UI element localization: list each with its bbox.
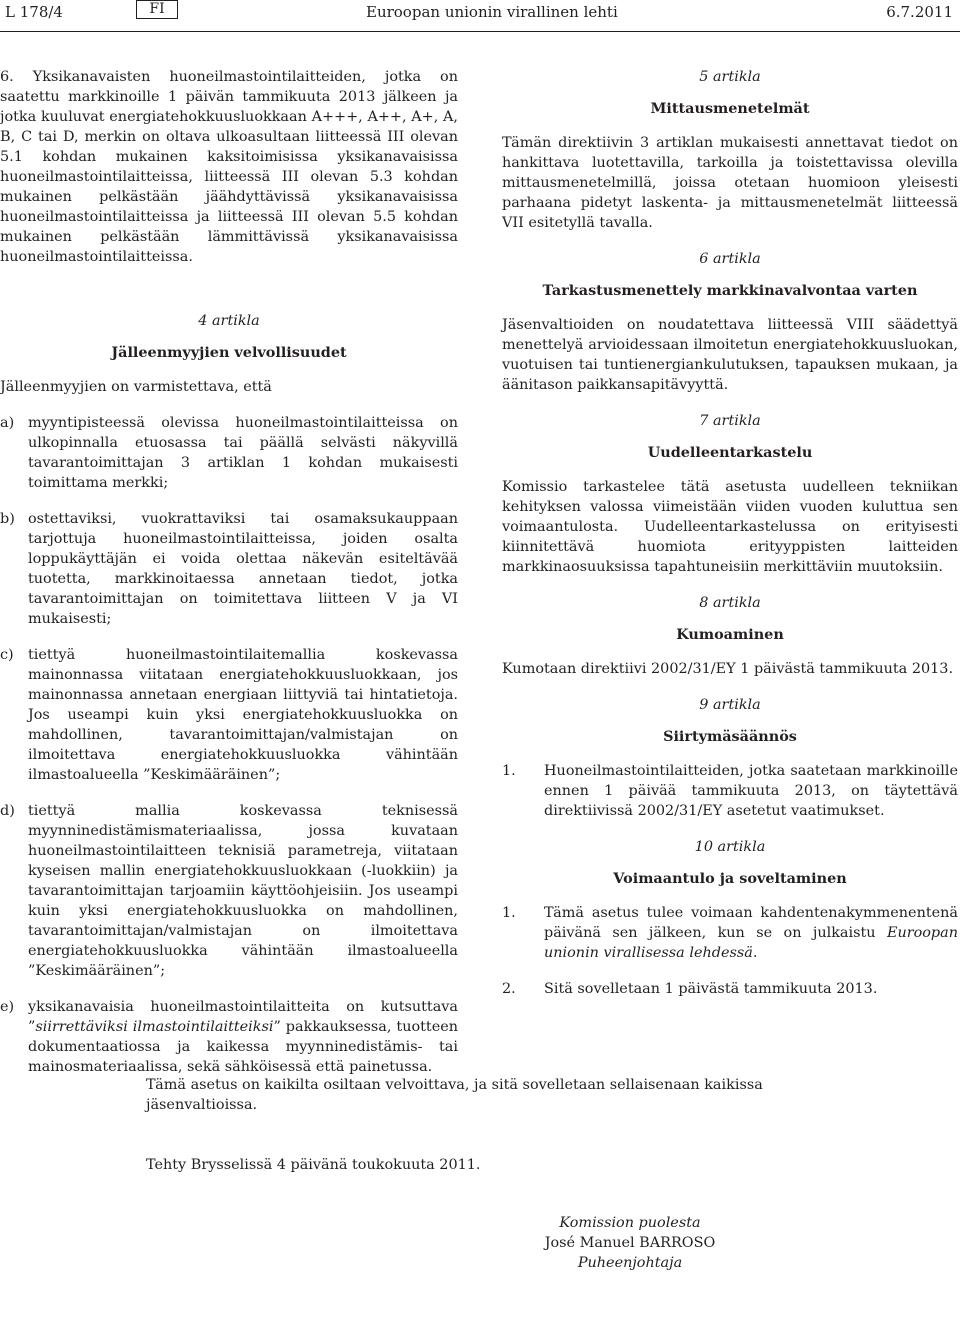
item-text: myyntipisteessä olevissa huoneilmastointilaitteissa on ulkopinnalla etuosassa tai päällä selvästi näkyvillä tavarantoimittajan 3 artiklan 1 kohdan mukaisesti toimittama merkki; <box>28 415 458 491</box>
item-label: a) <box>0 415 15 431</box>
paragraph-text-end: . <box>752 945 758 961</box>
article-10-paragraph-2 <box>502 979 958 999</box>
item-text: ostettaviksi, vuokrattaviksi tai osamaksukauppaan tarjottuja huoneilmastointilaitteissa, joiden osalta loppukäyttäjän ei voida olettaa näkevän esiteltävää tuotetta, markkinoitaessa annetaan tiedot, jotka tavarantoimittajan on toimitettava liitteen V ja VI mukaisesti; <box>28 511 458 627</box>
for-commission: Komission puolesta <box>559 1215 701 1231</box>
article-9-paragraph-1 <box>502 761 958 821</box>
article-5-number: 5 artikla <box>699 69 761 85</box>
list-item-d <box>0 801 458 981</box>
language-badge: FI <box>136 0 178 19</box>
article-10-title: Voimaantulo ja soveltaminen <box>613 870 847 887</box>
item-text: tiettyä huoneilmastointilaitemallia koskevassa mainonnassa viitataan energiatehokkuusluokkaan, jos mainonnassa annetaan energiaan liittyviä tai hintatietoja. Jos useampi kuin yksi energiatehokkuusluokka on mahdollinen, tavarantoimittajan/valmistajan on ilmoitettava energiatehokkuusluokka vähintään ilmastoalueella ”Keskimääräinen”; <box>28 647 458 783</box>
item-label: e) <box>0 999 15 1015</box>
header-divider <box>0 31 960 32</box>
article-10-paragraph-1 <box>502 903 958 963</box>
item-label: c) <box>0 647 14 663</box>
article-5-text: Tämän direktiivin 3 artiklan mukaisesti annettavat tiedot on hankittava luotettavilla, tarkoilla ja toistettavissa olevilla mittausmenetelmillä, joissa otetaan huomioon yleisesti parhaana pidetyt laskenta- ja mittausmenetelmät liitteessä VII esitetyllä tavalla. <box>502 135 958 231</box>
article-5-title: Mittausmenetelmät <box>650 100 810 117</box>
item-text-end: ” pakkauksessa, tuotteen dokumentaatiossa ja kaikessa myynninedistämis- tai mainosmateriaalissa, sekä sähköisessä että painetussa. <box>28 1019 458 1075</box>
signatory-title: Puheenjohtaja <box>577 1255 683 1271</box>
paragraph-text: Huoneilmastointilaitteiden, jotka saatetaan markkinoille ennen 1 päivää tammikuuta 2013, on täytettävä direktiivissä 2002/31/EY asetetut vaatimukset. <box>544 763 958 819</box>
spacer <box>0 283 458 311</box>
article-4-title: Jälleenmyyjien velvollisuudet <box>111 344 347 361</box>
journal-title: Euroopan unionin virallinen lehti <box>366 3 618 21</box>
list-item-c <box>0 645 458 785</box>
right-column <box>502 67 958 1015</box>
article-6-text: Jäsenvaltioiden on noudatettava liitteessä VIII säädettyä menettelyä arvioidessaan ilmoitetun energiatehokkuusluokan, vuotuisen tai tuntienergiankulutuksen, tapauksen mukaan, ja äänitason paikkansapitävyyttä. <box>502 317 958 393</box>
paragraph-label: 2. <box>502 981 516 997</box>
article-8-text: Kumotaan direktiivi 2002/31/EY 1 päivästä tammikuuta 2013. <box>502 661 954 677</box>
publication-date: 6.7.2011 <box>886 3 953 21</box>
item-text-emphasis: siirrettäviksi ilmastointilaitteiksi <box>35 1019 274 1035</box>
list-item-e <box>0 997 458 1077</box>
item-label: d) <box>0 803 15 819</box>
article-8-number: 8 artikla <box>699 595 761 611</box>
article-4-intro: Jälleenmyyjien on varmistettava, että <box>0 379 272 395</box>
list-item-b <box>0 509 458 629</box>
article-6-title: Tarkastusmenettely markkinavalvontaa varten <box>542 282 918 299</box>
article-9-title: Siirtymäsäännös <box>663 728 797 745</box>
paragraph-6: 6. Yksikanavaisten huoneilmastointilaitteiden, jotka on saatettu markkinoille 1 päivän tammikuuta 2013 jälkeen ja jotka kuuluvat energiatehokkuusluokkaan A+++, A++, A+, A, B, C tai D, merkin on oltava ulkoasultaan liitteessä III olevan 5.1 kohdan mukainen kaksitoimisissa yksikanavaisissa huoneilmastointilaitteissa, liitteessä III olevan 5.3 kohdan mukainen pelkästään jäähdyttävissä yksikanavaisissa huoneilmastointilaitteissa ja liitteessä III olevan 5.5 kohdan mukainen pelkästään lämmittävissä yksikanavaisissa huoneilmastointilaitteissa. <box>0 69 458 265</box>
paragraph-text-start: Tämä asetus tulee voimaan kahdentenakymmenentenä päivänä sen jälkeen, kun se on julkaistu <box>544 905 958 941</box>
article-7-title: Uudelleentarkastelu <box>647 444 813 461</box>
binding-statement: Tämä asetus on kaikilta osiltaan velvoittava, ja sitä sovelletaan sellaisenaan kaikissa jäsenvaltioissa. <box>146 1077 763 1113</box>
paragraph-label: 1. <box>502 763 516 779</box>
item-text: tiettyä mallia koskevassa teknisessä myynninedistämismateriaalissa, jossa kuvataan huoneilmastointilaitteen teknisiä parametreja, viitataan kyseisen mallin energiatehokkuusluokkaan (-luokkiin) ja tavarantoimittajan tarjoamiin käyttöohjeisiin. Jos useampi kuin yksi energiatehokkuusluokka on mahdollinen, tavarantoimittajan/valmistajan on ilmoitettava energiatehokkuusluokka vähintään ilmastoalueella ”Keskimääräinen”; <box>28 803 458 979</box>
journal-reference: Euroopan unionin virallisessa lehdessä <box>544 925 958 961</box>
article-10-number: 10 artikla <box>694 839 766 855</box>
article-7-number: 7 artikla <box>699 413 761 429</box>
signatory-name: José Manuel BARROSO <box>544 1235 716 1251</box>
article-8-title: Kumoaminen <box>676 626 784 643</box>
article-4-number: 4 artikla <box>198 313 260 329</box>
list-item-a <box>0 413 458 493</box>
article-9-number: 9 artikla <box>699 697 761 713</box>
signature-block <box>500 1213 760 1273</box>
paragraph-text: Sitä sovelletaan 1 päivästä tammikuuta 2013. <box>544 981 878 997</box>
article-7-text: Komissio tarkastelee tätä asetusta uudelleen tekniikan kehityksen valossa viimeistään viiden vuoden kuluttua sen voimaantulosta. Uudelleentarkastelussa on erityisesti kiinnitettävä huomiota erityyppisten laitteiden markkinaosuuksissa tapahtuneisiin merkittäviin muutoksiin. <box>502 479 958 575</box>
article-6-number: 6 artikla <box>699 251 761 267</box>
item-label: b) <box>0 511 15 527</box>
left-column <box>0 67 458 1093</box>
item-text <box>28 997 458 1077</box>
closing-section <box>146 1075 826 1175</box>
item-text-start: yksikanavaisia huoneilmastointilaitteita on kutsuttava ” <box>28 999 458 1035</box>
place-and-date: Tehty Brysselissä 4 päivänä toukokuuta 2011. <box>146 1157 481 1173</box>
paragraph-label: 1. <box>502 905 516 921</box>
page-reference: L 178/4 <box>5 3 63 21</box>
paragraph-text <box>544 903 958 963</box>
